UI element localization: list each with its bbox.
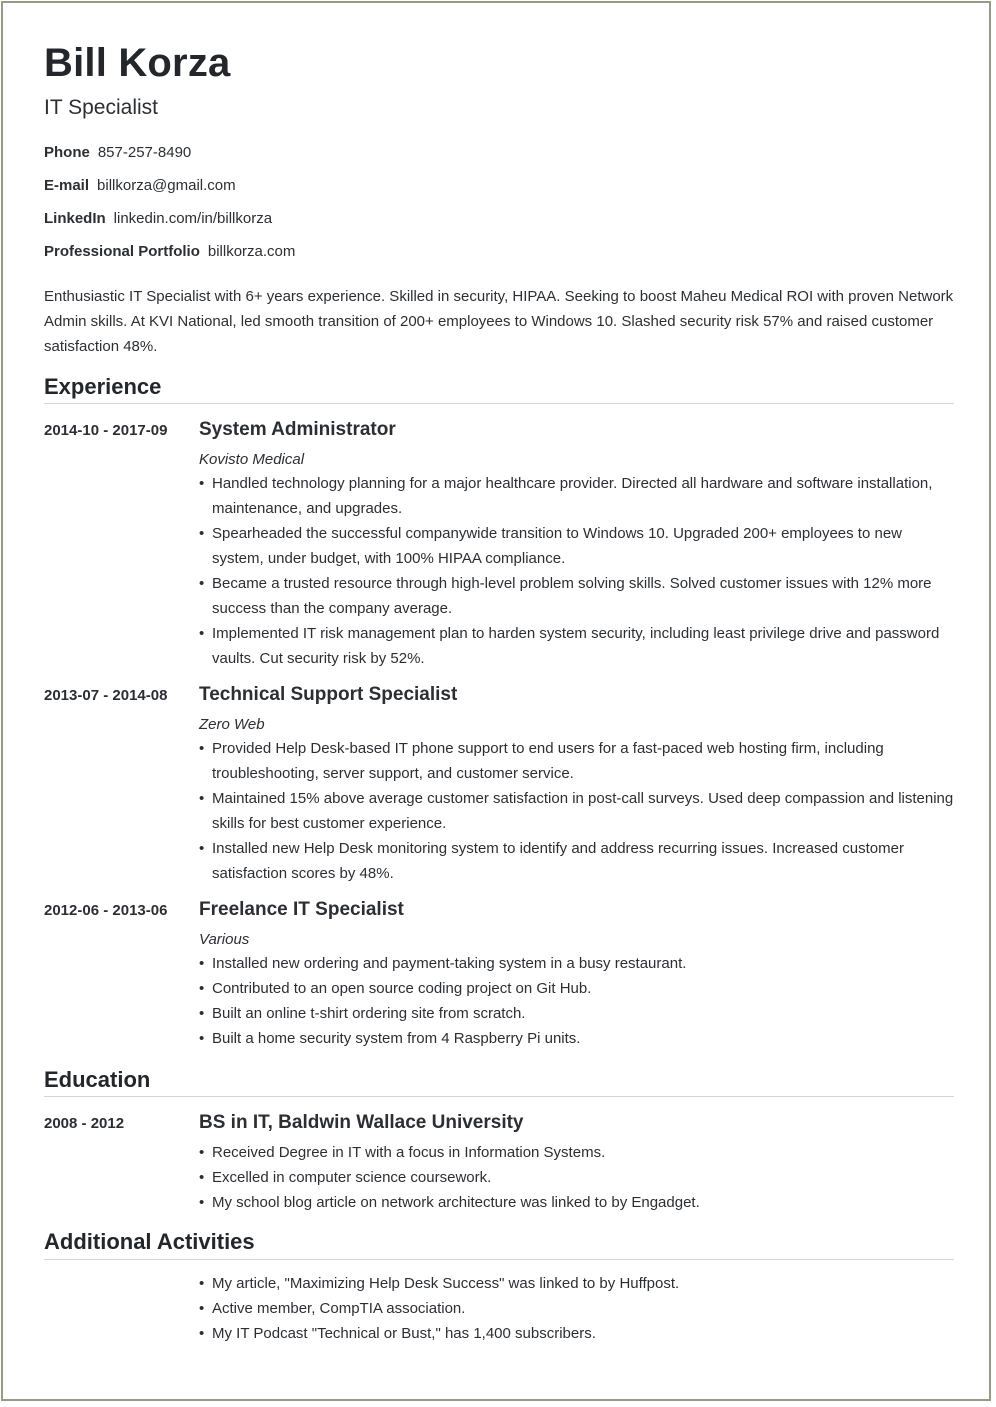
- job-title: Freelance IT Specialist: [199, 899, 404, 920]
- activities-bullets: [199, 1271, 954, 1346]
- contact-value: billkorza@gmail.com: [97, 177, 236, 194]
- job-bullets: [199, 951, 954, 1051]
- education-dates: 2008 - 2012: [44, 1115, 125, 1132]
- job-dates: 2014-10 - 2017-09: [44, 422, 168, 439]
- candidate-name: Bill Korza: [44, 41, 231, 85]
- section-divider: [44, 403, 954, 404]
- education-degree: BS in IT, Baldwin Wallace University: [199, 1112, 524, 1133]
- list-item: • Built an online t-shirt ordering site from scratch.: [199, 1001, 954, 1026]
- list-item: • Handled technology planning for a major healthcare provider. Directed all hardware and software installation, maintenance, and upgrades.: [199, 471, 954, 521]
- contact-label: Professional Portfolio: [44, 243, 200, 260]
- contact-email: [44, 177, 236, 194]
- list-item: • Became a trusted resource through high-level problem solving skills. Solved customer issues with 12% more success than the company average.: [199, 571, 954, 621]
- job-title: Technical Support Specialist: [199, 684, 458, 705]
- list-item: • Provided Help Desk-based IT phone support to end users for a fast-paced web hosting firm, including troubleshooting, server support, and customer service.: [199, 736, 954, 786]
- list-item: • Built a home security system from 4 Raspberry Pi units.: [199, 1026, 954, 1051]
- list-item: • Contributed to an open source coding project on Git Hub.: [199, 976, 954, 1001]
- candidate-title: IT Specialist: [44, 96, 158, 119]
- contact-phone: [44, 144, 191, 161]
- resume-page: [1, 1, 991, 1401]
- job-company: Various: [199, 931, 250, 948]
- contact-label: Phone: [44, 144, 90, 161]
- list-item: • Received Degree in IT with a focus in Information Systems.: [199, 1140, 954, 1165]
- contact-label: E-mail: [44, 177, 90, 194]
- job-dates: 2012-06 - 2013-06: [44, 902, 168, 919]
- list-item: • Implemented IT risk management plan to harden system security, including least privilege drive and password vaults. Cut security risk by 52%.: [199, 621, 954, 671]
- education-bullets: [199, 1140, 954, 1215]
- list-item: • My article, "Maximizing Help Desk Success" was linked to by Huffpost.: [199, 1271, 954, 1296]
- list-item: • Maintained 15% above average customer satisfaction in post-call surveys. Used deep compassion and listening skills for best customer experience.: [199, 786, 954, 836]
- list-item: • Installed new ordering and payment-taking system in a busy restaurant.: [199, 951, 954, 976]
- job-bullets: [199, 471, 954, 671]
- section-heading-activities: Additional Activities: [44, 1229, 255, 1254]
- list-item: • Active member, CompTIA association.: [199, 1296, 954, 1321]
- contact-value: 857-257-8490: [97, 144, 192, 161]
- section-heading-experience: Experience: [44, 374, 162, 399]
- list-item: • Spearheaded the successful companywide transition to Windows 10. Upgraded 200+ employees to new system, under budget, with 100% HIPAA compliance.: [199, 521, 954, 571]
- contact-linkedin: [44, 210, 272, 227]
- job-dates: 2013-07 - 2014-08: [44, 687, 168, 704]
- job-company: Kovisto Medical: [199, 451, 305, 468]
- contact-portfolio: [44, 243, 295, 260]
- list-item: • Installed new Help Desk monitoring system to identify and address recurring issues. Increased customer satisfaction scores by 48%.: [199, 836, 954, 886]
- list-item: • My school blog article on network architecture was linked to by Engadget.: [199, 1190, 954, 1215]
- professional-summary: Enthusiastic IT Specialist with 6+ years experience. Skilled in security, HIPAA. Seeking to boost Maheu Medical ROI with proven Network Admin skills. At KVI National, led smooth transition of 200+ employees to Windows 10. Slashed security risk 57% and raised customer satisfaction 48%.: [44, 288, 954, 355]
- list-item: • My IT Podcast "Technical or Bust," has 1,400 subscribers.: [199, 1321, 954, 1346]
- section-heading-education: Education: [44, 1067, 151, 1092]
- list-item: • Excelled in computer science coursework.: [199, 1165, 954, 1190]
- job-title: System Administrator: [199, 419, 396, 440]
- section-divider: [44, 1259, 954, 1260]
- contact-label: LinkedIn: [44, 210, 106, 227]
- contact-value: linkedin.com/in/billkorza: [113, 210, 273, 227]
- section-divider: [44, 1096, 954, 1097]
- job-company: Zero Web: [199, 716, 265, 733]
- contact-value: billkorza.com: [207, 243, 296, 260]
- job-bullets: [199, 736, 954, 886]
